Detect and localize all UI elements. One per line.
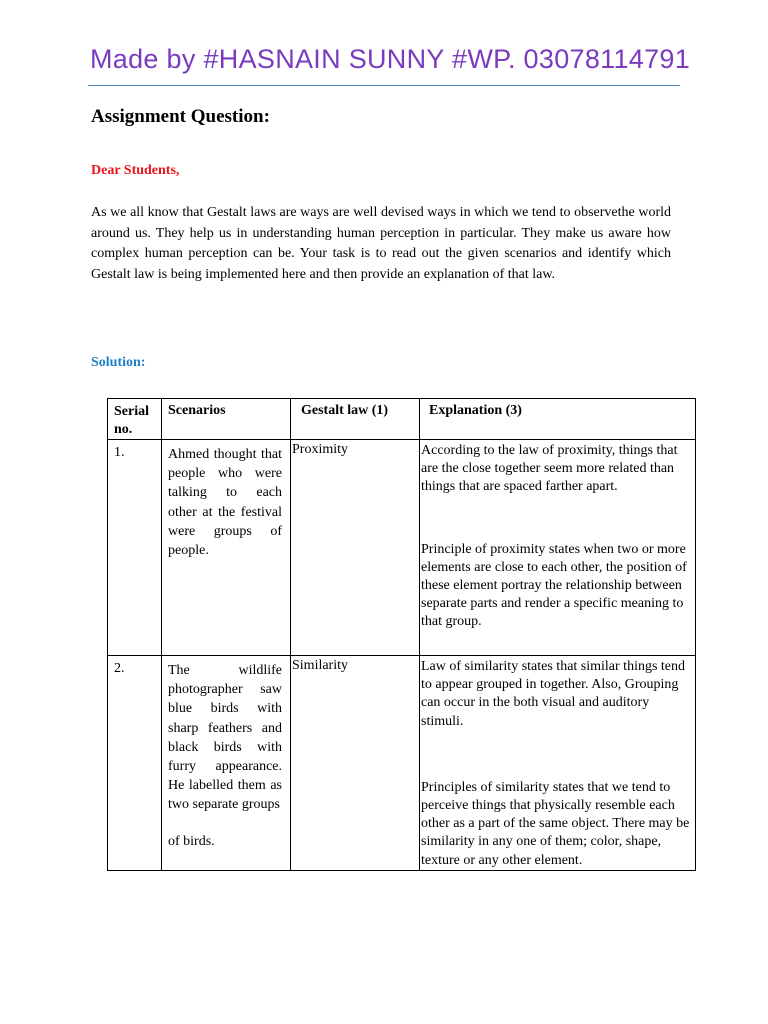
header-scenarios: Scenarios (162, 399, 291, 440)
scenario-cell (162, 656, 291, 871)
scenario-text: The wildlife photographer saw blue birds with sharp feathers and black birds with furry appearance. He labelled them as two separate groups (168, 663, 282, 813)
explanation-text-1: Law of similarity states that similar things tend to appear grouped in together. Also, Grouping can occur in the both visual and auditory stimuli. (421, 659, 686, 729)
serial-cell: 2. (108, 656, 162, 871)
scenario-text-tail: of birds. (168, 833, 215, 849)
solution-label: Solution: (91, 355, 146, 370)
law-cell: Proximity (291, 440, 420, 656)
table-row (108, 440, 696, 656)
serial-cell: 1. (108, 440, 162, 656)
page-header: Made by #HASNAIN SUNNY #WP. 03078114791 (90, 44, 691, 74)
table-row (108, 656, 696, 871)
explanation-cell (420, 440, 696, 656)
gestalt-table (107, 398, 696, 871)
law-cell: Similarity (291, 656, 420, 871)
explanation-cell (420, 656, 696, 871)
header-explanation: Explanation (3) (420, 399, 696, 440)
assignment-title: Assignment Question: (91, 106, 270, 127)
explanation-text-2: Principle of proximity states when two or more elements are close to each other, the position of these element portray the relationship between separate parts and render a specific meaning to that group. (421, 541, 687, 630)
table-header-row (108, 399, 696, 440)
intro-paragraph: As we all know that Gestalt laws are ways are well devised ways in which we tend to observethe world around us. They help us in understanding human perception in particular. They make us aware how complex human perception can be. Your task is to read out the given scenarios and identify which Gestalt law is being implemented here and then provide an explanation of that law. (91, 205, 671, 282)
scenario-text: Ahmed thought that people who were talking to each other at the festival were groups of people. (168, 447, 282, 559)
greeting: Dear Students, (91, 163, 180, 178)
explanation-text-2: Principles of similarity states that we tend to perceive things that physically resemble each other as a part of the same object. There may be similarity in any one of them; color, shape, texture or any other element. (421, 779, 690, 868)
header-rule (88, 85, 680, 86)
header-gestalt-law: Gestalt law (1) (291, 399, 420, 440)
header-serial: Serial no. (108, 399, 162, 440)
explanation-text-1: According to the law of proximity, things that are the close together seem more related than things that are spaced farther apart. (421, 443, 678, 495)
scenario-cell (162, 440, 291, 656)
